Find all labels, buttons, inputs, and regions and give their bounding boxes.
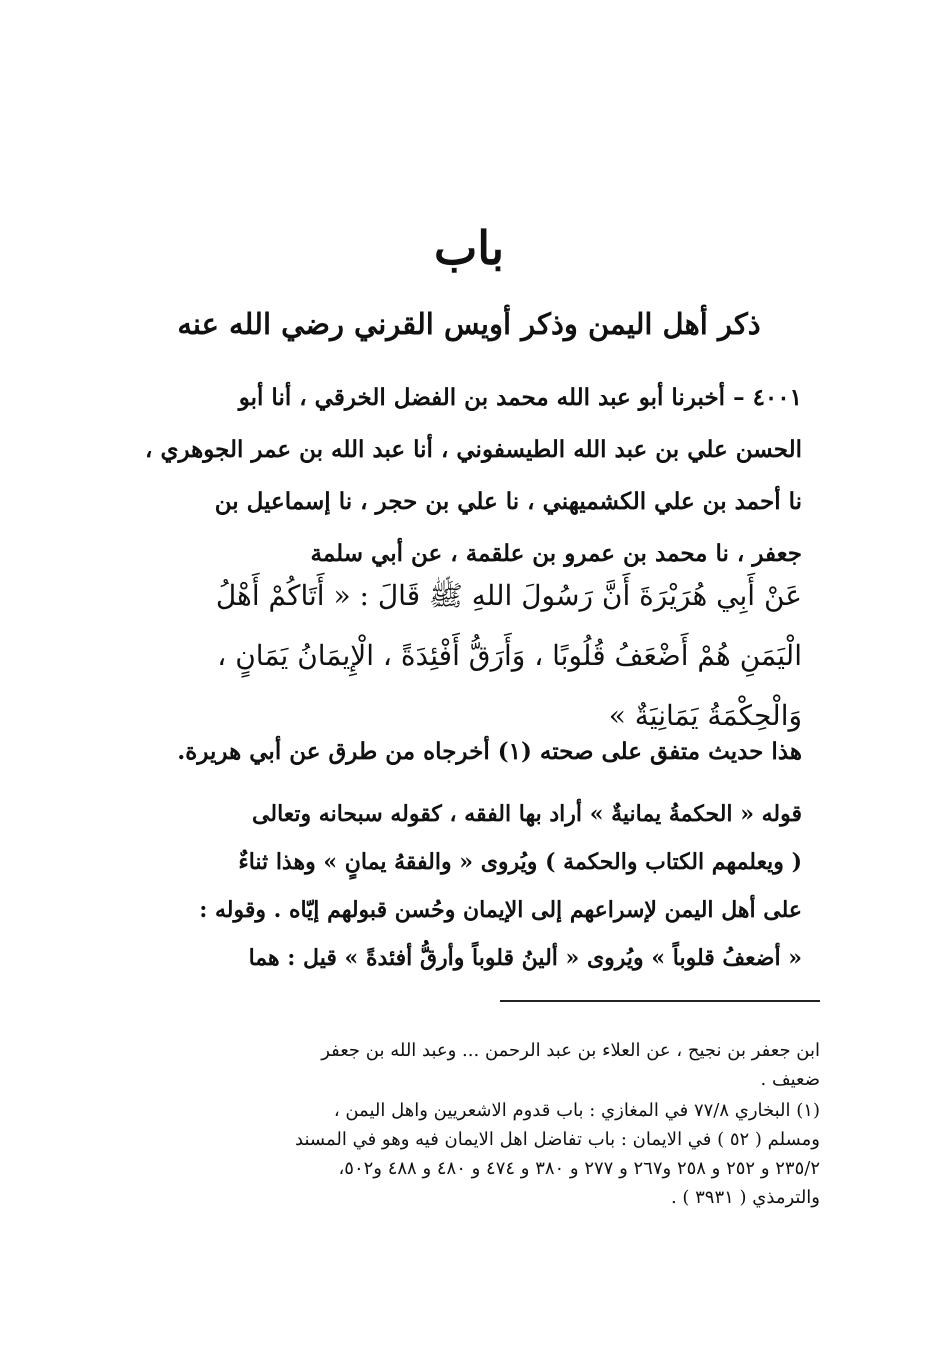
commentary-line: ( ويعلمهم الكتاب والحكمة ) ويُروى « والفقهُ يمانٍ » وهذا ثناءٌ [238, 849, 802, 875]
hadith-line: الْيَمَنِ هُمْ أَضْعَفُ قُلُوبًا ، وَأَرَقُّ أَفْئِدَةً ، الْإِيمَانُ يَمَانٍ ، [217, 639, 802, 672]
hadith-line: وَالْحِكْمَةُ يَمَانِيَةٌ » [608, 699, 802, 732]
footnote-continuation [130, 1036, 820, 1094]
commentary-line: « أضعفُ قلوباً » ويُروى « ألينُ قلوباً وأرقُّ أفئدةً » قيل : هما [248, 945, 802, 971]
footnote-line: ومسلم ( ٥٢ ) في الايمان : باب تفاضل اهل الايمان فيه وهو في المسند [295, 1129, 820, 1150]
isnad-line: الحسن علي بن عبد الله الطيسفوني ، أنا عبد الله بن عمر الجوهري ، [145, 436, 802, 463]
isnad-line: جعفر ، نا محمد بن عمرو بن علقمة ، عن أبي سلمة [310, 540, 802, 567]
chapter-subtitle: ذكر أهل اليمن وذكر أويس القرني رضي الله عنه [177, 307, 761, 341]
isnad-line: نا أحمد بن علي الكشميهني ، نا علي بن حجر ، نا إسماعيل بن [214, 488, 802, 515]
footnote-1 [130, 1096, 820, 1212]
footnote-line: (١) البخاري ٧٧/٨ في المغازي : باب قدوم الاشعريين واهل اليمن ، [333, 1100, 820, 1121]
footnote-line: والترمذي ( ٣٩٣١ ) . [670, 1187, 820, 1208]
isnad-paragraph [138, 372, 802, 580]
hadith-line: عَنْ أَبِي هُرَيْرَةَ أَنَّ رَسُولَ اللهِ ﷺ قَالَ : « أَتَاكُمْ أَهْلُ [215, 579, 802, 612]
commentary-paragraph [138, 790, 802, 982]
commentary-line: قوله « الحكمةُ يمانيةٌ » أراد بها الفقه ، كقوله سبحانه وتعالى [252, 801, 802, 827]
isnad-line: ٤٠٠١ – أخبرنا أبو عبد الله محمد بن الفضل الخرقي ، أنا أبو [238, 384, 802, 411]
footnote-line: ابن جعفر بن نجيح ، عن العلاء بن عبد الرحمن ... وعبد الله بن جعفر [321, 1040, 820, 1061]
footnote-separator [500, 1000, 820, 1002]
chapter-title: باب [433, 221, 505, 275]
footnote-line: ضعيف . [760, 1069, 820, 1090]
footnote-line: ٢٣٥/٢ و ٢٥٢ و ٢٥٨ و٢٦٧ و ٢٧٧ و ٣٨٠ و ٤٧٤ و ٤٨٠ و ٤٨٨ و٥٠٢، [338, 1158, 820, 1179]
commentary-line: على أهل اليمن لإسراعهم إلى الإيمان وحُسن قبولهم إيّاه . وقوله : [199, 897, 802, 923]
hadith-grading: هذا حديث متفق على صحته (١) أخرجاه من طرق عن أبي هريرة. [177, 738, 802, 765]
hadith-text [138, 566, 802, 746]
